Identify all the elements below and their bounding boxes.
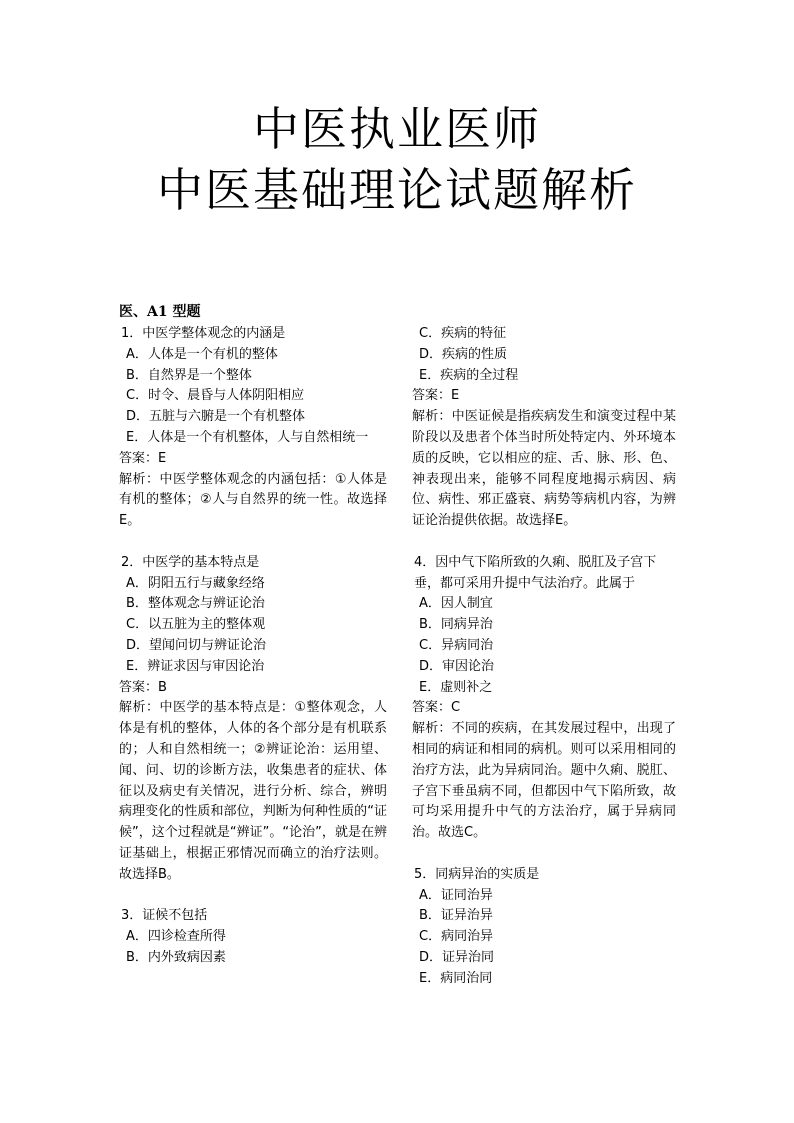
option-b: B．证异治异 — [419, 908, 493, 924]
question-2 — [117, 553, 387, 886]
section-title: 医、A1 型题 — [119, 304, 201, 320]
question-5 — [410, 865, 676, 990]
option-a: A．阴阳五行与藏象经络 — [126, 575, 265, 591]
option-a: A．证同治异 — [419, 887, 493, 903]
question-stem: 4．因中气下陷所致的久痢、脱肛及子宫下垂，都可采用升提中气法治疗。此属于 — [414, 554, 657, 591]
option-b: B．自然界是一个整体 — [126, 367, 252, 383]
option-b: B．内外致病因素 — [126, 949, 226, 965]
option-e: E．辨证求因与审因论治 — [126, 658, 265, 674]
analysis: 解析：中医学的基本特点是：①整体观念，人体是有机的整体，人体的各个部分是有机联系的；人和自然相统一；②辨证论治：运用望、闻、问、切的诊断方法，收集患者的症状、体征以及病史有关情况，进行分析、综合，辨明病理变化的性质和部位，判断为何种性质的“证候”，这个过程就是“辨证”。“论治”，就是在辨证基础上，根据正邪情况而确立的治疗法则。故选择B。 — [119, 700, 387, 882]
option-e: E．病同治同 — [419, 970, 493, 986]
left-column — [117, 324, 387, 969]
answer: 答案：B — [119, 679, 167, 695]
option-c: C．异病同治 — [419, 637, 494, 653]
question-stem: 1．中医学整体观念的内涵是 — [121, 326, 286, 341]
analysis: 解析：不同的疾病，在其发展过程中，出现了相同的病证和相同的病机。则可以采用相同的治疗方法，此为异病同治。题中久痢、脱肛、子宫下垂虽病不同，但都因中气下陷所致，故可均采用提升中气的方法治疗，属于异病同治。故选C。 — [412, 721, 676, 841]
option-b: B．整体观念与辨证论治 — [126, 596, 265, 612]
question-stem: 2．中医学的基本特点是 — [121, 554, 260, 570]
option-e: E．疾病的全过程 — [419, 367, 519, 383]
option-a: A．四诊检查所得 — [126, 929, 226, 945]
option-c: C．疾病的特征 — [419, 326, 507, 341]
answer: 答案：E — [119, 450, 167, 466]
option-a: A．因人制宜 — [419, 596, 493, 612]
option-d: D．望闻问切与辨证论治 — [126, 637, 267, 653]
option-c: C．时令、晨昏与人体阴阳相应 — [126, 388, 305, 404]
question-4 — [410, 553, 676, 844]
right-column — [410, 324, 676, 990]
question-stem: 3．证候不包括 — [121, 908, 208, 924]
option-c: C．病同治异 — [419, 929, 494, 945]
answer: 答案：C — [412, 700, 461, 716]
option-a: A．人体是一个有机的整体 — [126, 346, 278, 362]
option-c: C．以五脏为主的整体观 — [126, 617, 266, 633]
option-d: D．证异治同 — [419, 949, 495, 965]
option-e: E．人体是一个有机整体，人与自然相统一 — [126, 429, 369, 445]
option-d: D．五脏与六腑是一个有机整体 — [126, 409, 306, 425]
answer: 答案：E — [412, 388, 460, 404]
option-d: D．审因论治 — [419, 658, 495, 674]
question-1 — [117, 324, 387, 532]
option-b: B．同病异治 — [419, 617, 493, 633]
question-stem: 5．同病异治的实质是 — [414, 866, 540, 882]
analysis: 解析：中医学整体观念的内涵包括：①人体是有机的整体；②人与自然界的统一性。故选择E。 — [119, 471, 387, 529]
page-title-line-1: 中医执业医师 — [253, 102, 541, 156]
analysis: 解析：中医证候是指疾病发生和演变过程中某阶段以及患者个体当时所处特定内、外环境本质的反映，它以相应的症、舌、脉、形、色、神表现出来，能够不同程度地揭示病因、病位、病性、邪正盛衰、病势等病机内容，为辨证论治提供依据。故选择E。 — [412, 409, 676, 529]
option-e: E．虚则补之 — [419, 679, 493, 695]
option-d: D．疾病的性质 — [419, 346, 508, 362]
question-3 — [117, 906, 387, 968]
page-title-line-2: 中医基础理论试题解析 — [157, 163, 637, 217]
question-3-continued — [410, 324, 676, 532]
